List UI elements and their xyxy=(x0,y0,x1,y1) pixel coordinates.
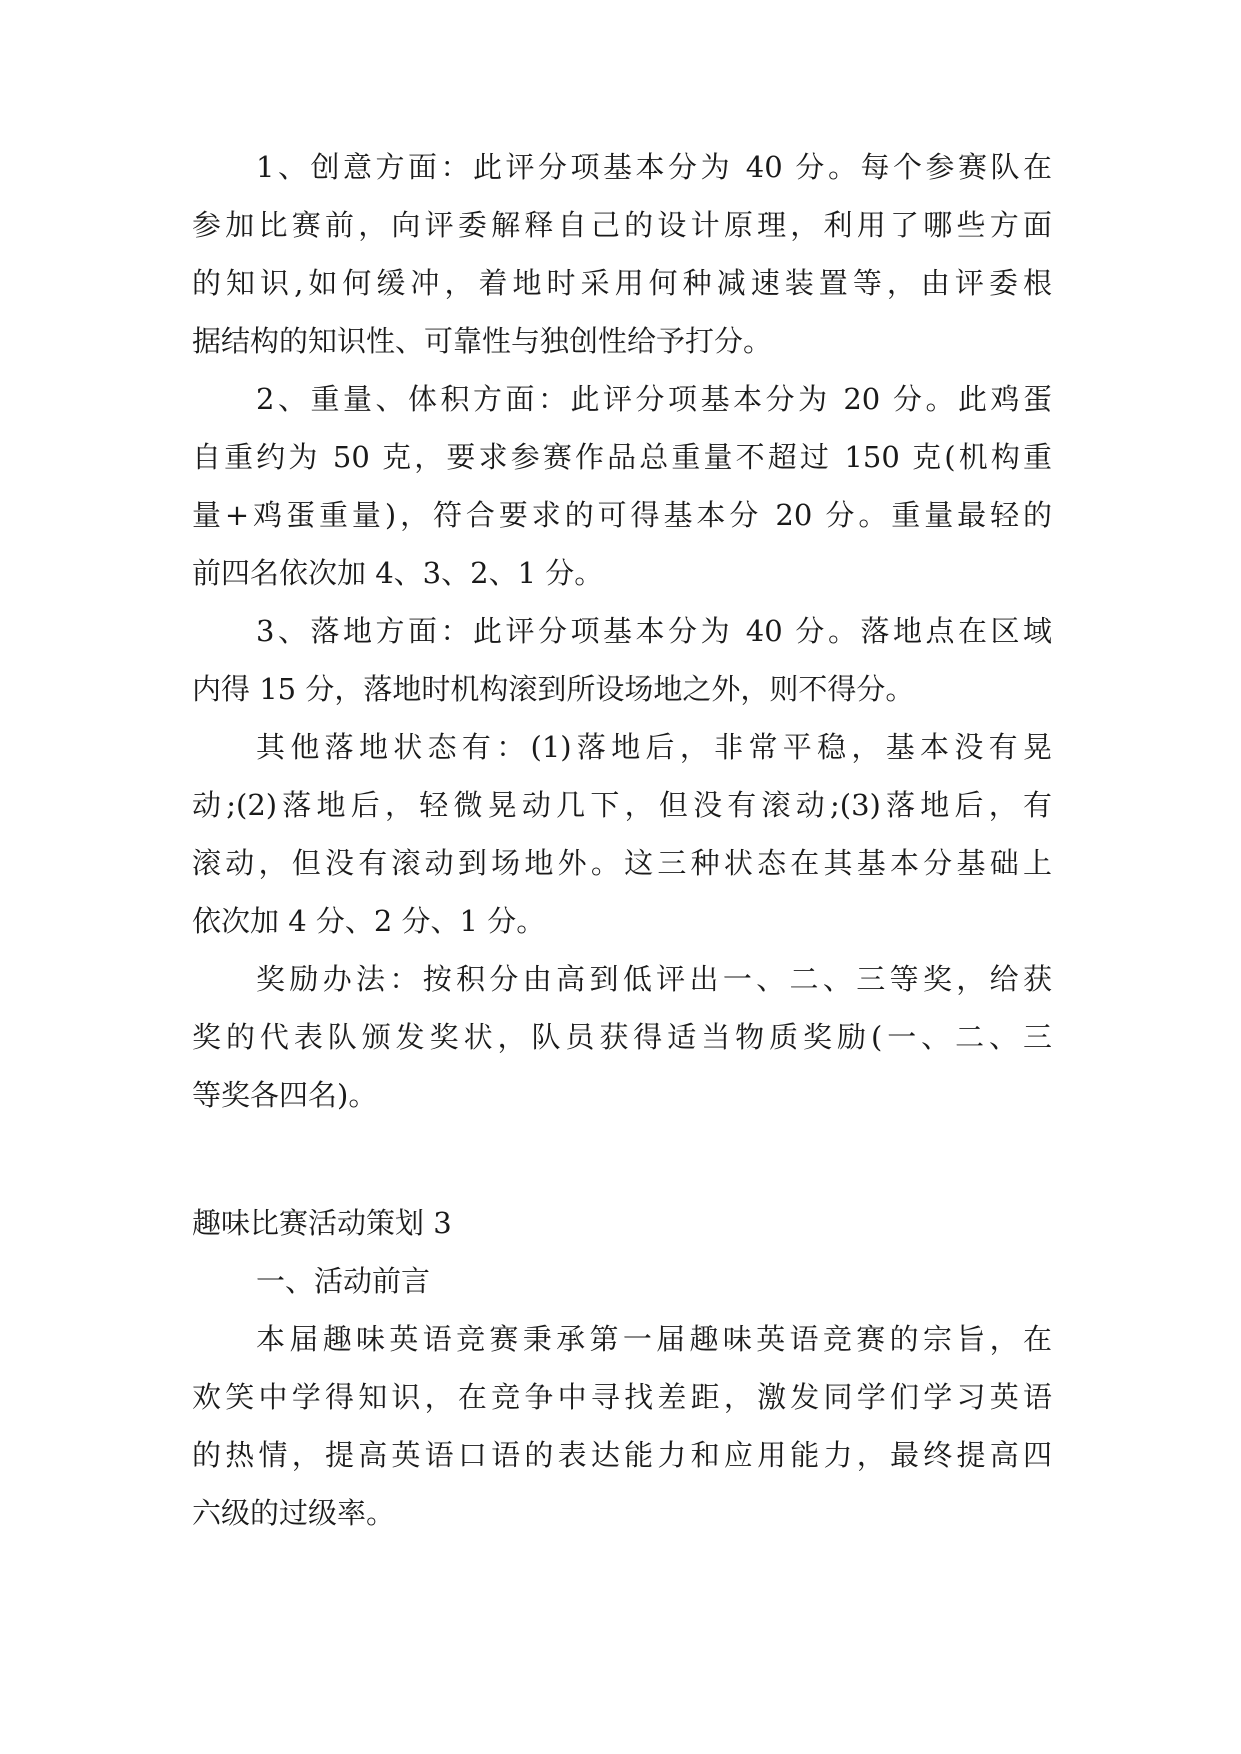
paragraph-preface-line-2: 欢笑中学得知识，在竞争中寻找差距，激发同学们学习英语 xyxy=(192,1380,1052,1414)
paragraph-landing-states-line-3: 滚动，但没有滚动到场地外。这三种状态在其基本分基础上 xyxy=(192,846,1052,880)
paragraph-rewards-line-2: 奖的代表队颁发奖状，队员获得适当物质奖励(一、二、三 xyxy=(192,1020,1052,1054)
paragraph-rewards-line-3: 等奖各四名)。 xyxy=(192,1078,378,1112)
subheading: 一、活动前言 xyxy=(256,1264,431,1298)
paragraph-weight-line-1: 2、重量、体积方面：此评分项基本分为 20 分。此鸡蛋 xyxy=(256,382,1052,416)
paragraph-creativity-line-2: 参加比赛前，向评委解释自己的设计原理，利用了哪些方面 xyxy=(192,208,1052,242)
paragraph-landing-line-2: 内得 15 分，落地时机构滚到所设场地之外，则不得分。 xyxy=(192,672,915,706)
paragraph-creativity-line-1: 1、创意方面：此评分项基本分为 40 分。每个参赛队在 xyxy=(256,150,1052,184)
paragraph-preface-line-3: 的热情，提高英语口语的表达能力和应用能力，最终提高四 xyxy=(192,1438,1052,1472)
paragraph-weight-line-4: 前四名依次加 4、3、2、1 分。 xyxy=(192,556,604,590)
paragraph-landing-states-line-2: 动;(2)落地后，轻微晃动几下，但没有滚动;(3)落地后，有 xyxy=(192,788,1052,822)
section-title: 趣味比赛活动策划 3 xyxy=(192,1206,452,1240)
paragraph-landing-states-line-4: 依次加 4 分、2 分、1 分。 xyxy=(192,904,546,938)
paragraph-creativity-line-4: 据结构的知识性、可靠性与独创性给予打分。 xyxy=(192,324,773,358)
paragraph-weight-line-2: 自重约为 50 克，要求参赛作品总重量不超过 150 克(机构重 xyxy=(192,440,1052,474)
paragraph-preface-line-1: 本届趣味英语竞赛秉承第一届趣味英语竞赛的宗旨，在 xyxy=(256,1322,1052,1356)
paragraph-rewards-line-1: 奖励办法：按积分由高到低评出一、二、三等奖，给获 xyxy=(256,962,1052,996)
paragraph-landing-line-1: 3、落地方面：此评分项基本分为 40 分。落地点在区域 xyxy=(256,614,1052,648)
paragraph-preface-line-4: 六级的过级率。 xyxy=(192,1496,396,1530)
paragraph-landing-states-line-1: 其他落地状态有：(1)落地后，非常平稳，基本没有晃 xyxy=(256,730,1052,764)
paragraph-weight-line-3: 量+鸡蛋重量)，符合要求的可得基本分 20 分。重量最轻的 xyxy=(192,498,1052,532)
paragraph-creativity-line-3: 的知识,如何缓冲，着地时采用何种减速装置等，由评委根 xyxy=(192,266,1052,300)
